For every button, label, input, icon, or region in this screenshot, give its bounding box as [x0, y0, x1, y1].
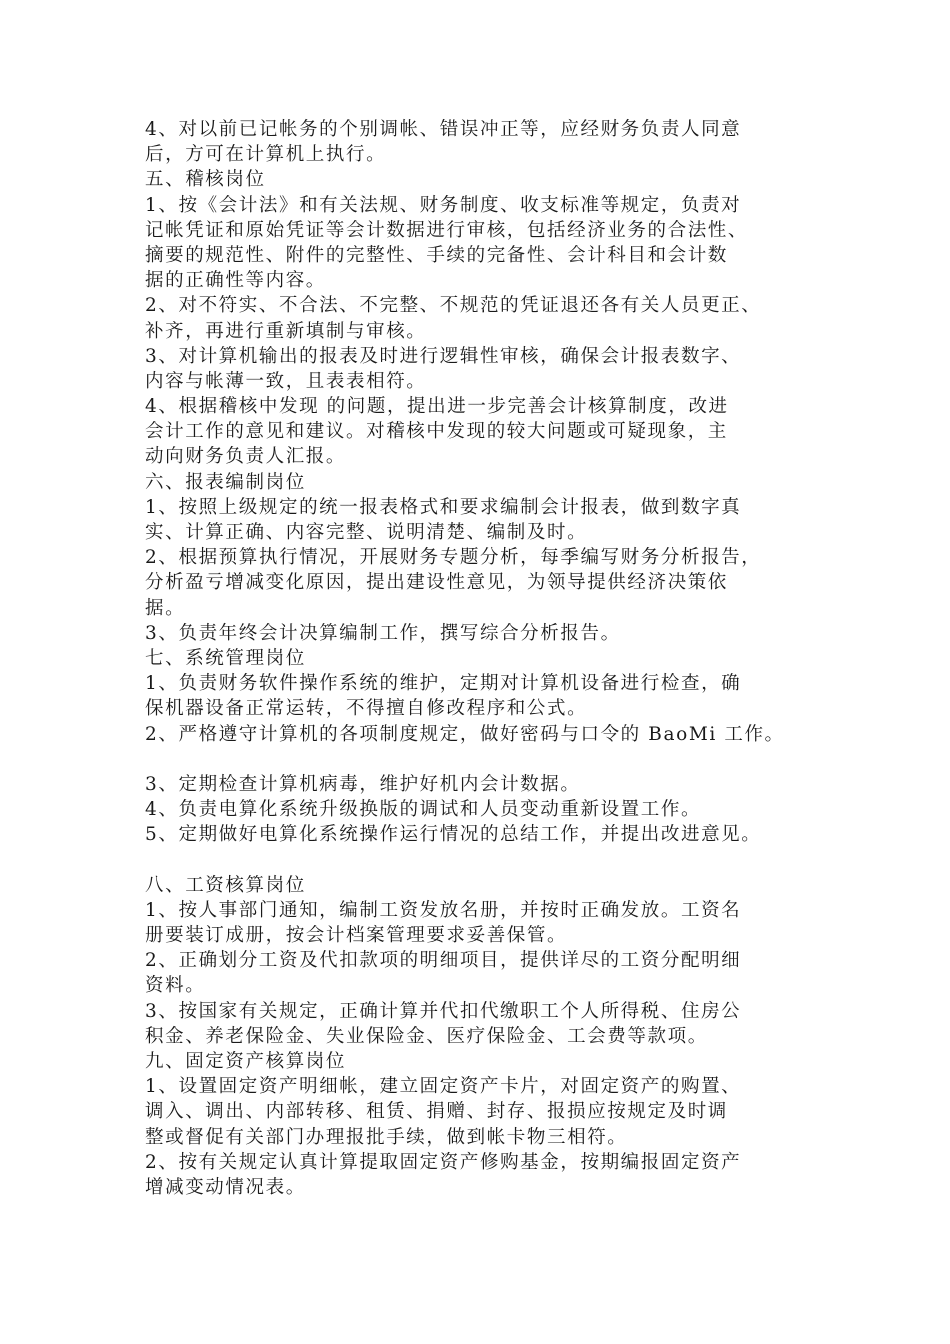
- text-line: 据的正确性等内容。: [145, 270, 326, 292]
- text-line: 内容与帐薄一致，且表表相符。: [145, 370, 427, 392]
- text-line: 2、按有关规定认真计算提取固定资产修购基金，按期编报固定资产: [145, 1151, 742, 1173]
- text-line: 资料。: [145, 975, 206, 997]
- text-line: 六、报表编制岗位: [145, 471, 306, 493]
- text-line: 分析盈亏增减变化原因，提出建设性意见，为领导提供经济决策依: [145, 572, 728, 594]
- text-line: 2、严格遵守计算机的各项制度规定，做好密码与口令的 BaoMi 工作。: [145, 723, 785, 745]
- text-line: 整或督促有关部门办理报批手续，做到帐卡物三相符。: [145, 1126, 628, 1148]
- text-line: 1、按人事部门通知，编制工资发放名册，并按时正确发放。工资名: [145, 899, 742, 921]
- text-line: 后，方可在计算机上执行。: [145, 144, 387, 166]
- text-line: 摘要的规范性、附件的完整性、手续的完备性、会计科目和会计数: [145, 244, 728, 266]
- text-line: 积金、养老保险金、失业保险金、医疗保险金、工会费等款项。: [145, 1025, 708, 1047]
- text-line: 3、对计算机输出的报表及时进行逻辑性审核，确保会计报表数字、: [145, 345, 742, 367]
- text-line: 3、负责年终会计决算编制工作，撰写综合分析报告。: [145, 622, 621, 644]
- text-line: 1、负责财务软件操作系统的维护，定期对计算机设备进行检查，确: [145, 673, 742, 695]
- text-line: 4、对以前已记帐务的个别调帐、错误冲正等，应经财务负责人同意: [145, 119, 742, 140]
- text-line: 调入、调出、内部转移、租赁、捐赠、封存、报损应按规定及时调: [145, 1101, 728, 1123]
- text-line: 3、定期检查计算机病毒，维护好机内会计数据。: [145, 773, 581, 795]
- text-line: 1、设置固定资产明细帐，建立固定资产卡片，对固定资产的购置、: [145, 1076, 742, 1098]
- text-line: 2、根据预算执行情况，开展财务专题分析，每季编写财务分析报告，: [145, 547, 762, 569]
- blank-line: [145, 847, 835, 872]
- text-line: 九、固定资产核算岗位: [145, 1050, 347, 1072]
- document-body: [145, 117, 835, 1200]
- text-line: 五、稽核岗位: [145, 169, 266, 191]
- text-line: 八、工资核算岗位: [145, 874, 306, 896]
- text-line: 增减变动情况表。: [145, 1176, 306, 1198]
- text-line: 补齐，再进行重新填制与审核。: [145, 320, 427, 342]
- text-line: 会计工作的意见和建议。对稽核中发现的较大问题或可疑现象，主: [145, 421, 728, 443]
- text-line: 3、按国家有关规定，正确计算并代扣代缴职工个人所得税、住房公: [145, 1000, 742, 1022]
- text-line: 4、根据稽核中发现 的问题，提出进一步完善会计核算制度，改进: [145, 396, 729, 418]
- text-line: 2、正确划分工资及代扣款项的明细项目，提供详尽的工资分配明细: [145, 950, 742, 972]
- blank-line: [145, 747, 835, 772]
- text-line: 七、系统管理岗位: [145, 647, 306, 669]
- text-line: 5、定期做好电算化系统操作运行情况的总结工作，并提出改进意见。: [145, 824, 762, 846]
- text-line: 记帐凭证和原始凭证等会计数据进行审核，包括经济业务的合法性、: [145, 219, 749, 241]
- text-line: 册要装订成册，按会计档案管理要求妥善保管。: [145, 925, 568, 946]
- text-line: 1、按照上级规定的统一报表格式和要求编制会计报表，做到数字真: [145, 496, 742, 518]
- text-line: 2、对不符实、不合法、不完整、不规范的凭证退还各有关人员更正、: [145, 295, 762, 317]
- text-line: 保机器设备正常运转，不得擅自修改程序和公式。: [145, 698, 588, 720]
- text-line: 动向财务负责人汇报。: [145, 446, 347, 468]
- text-line: 据。: [145, 597, 186, 619]
- text-line: 1、按《会计法》和有关法规、财务制度、收支标准等规定，负责对: [145, 194, 742, 216]
- text-line: 实、计算正确、内容完整、说明清楚、编制及时。: [145, 522, 588, 543]
- text-line: 4、负责电算化系统升级换版的调试和人员变动重新设置工作。: [145, 799, 702, 821]
